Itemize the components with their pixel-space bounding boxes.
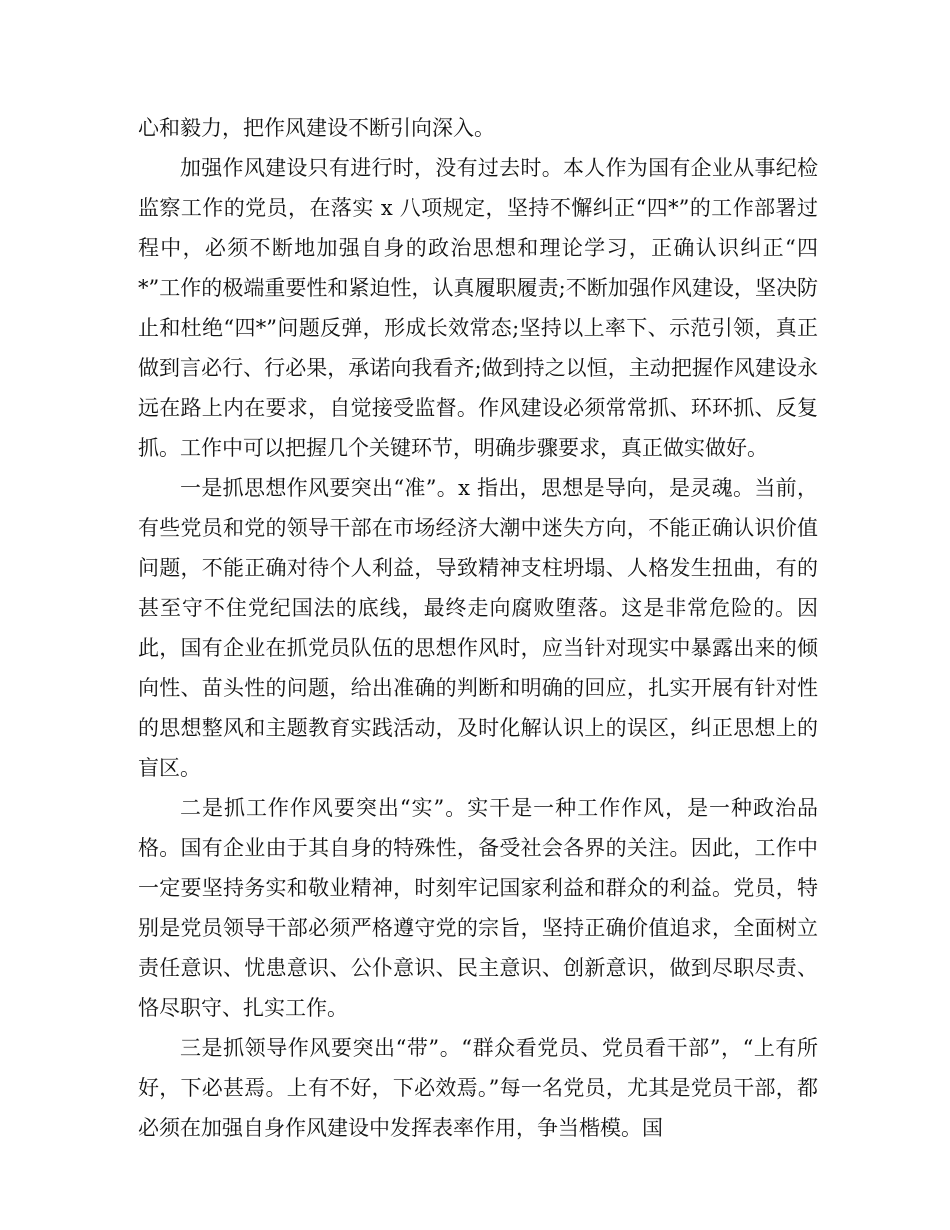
paragraph: 二是抓工作作风要突出“实”。实干是一种工作作风，是一种政治品格。国有企业由于其自身的特殊性，备受社会各界的关注。因此，工作中一定要坚持务实和敬业精神，时刻牢记国家利益和群众的利益。党员，特别是党员领导干部必须严格遵守党的宗旨，坚持正确价值追求，全面树立责任意识、忧患意识、公仆意识、民主意识、创新意识，做到尽职尽责、恪尽职守、扎实工作。: [138, 796, 818, 1020]
paragraph: 加强作风建设只有进行时，没有过去时。本人作为国有企业从事纪检监察工作的党员，在落实 x 八项规定，坚持不懈纠正“四*”的工作部署过程中，必须不断地加强自身的政治思想和理论学习，正确认识纠正“四*”工作的极端重要性和紧迫性，认真履职履责;不断加强作风建设，坚决防止和杜绝“四*”问题反弹，形成长效常态;坚持以上率下、示范引领，真正做到言必行、行必果，承诺向我看齐;做到持之以恒，主动把握作风建设永远在路上内在要求，自觉接受监督。作风建设必须常常抓、环环抓、反复抓。工作中可以把握几个关键环节，明确步骤要求，真正做实做好。: [138, 156, 818, 460]
paragraph: 三是抓领导作风要突出“带”。“群众看党员、党员看干部”，“上有所好，下必甚焉。上有不好，下必效焉。”每一名党员，尤其是党员干部，都必须在加强自身作风建设中发挥表率作用，争当楷模。国: [138, 1036, 818, 1140]
document-body: [138, 108, 818, 1148]
paragraph: 一是抓思想作风要突出“准”。x 指出，思想是导向，是灵魂。当前，有些党员和党的领导干部在市场经济大潮中迷失方向，不能正确认识价值问题，不能正确对待个人利益，导致精神支柱坍塌、人格发生扭曲，有的甚至守不住党纪国法的底线，最终走向腐败堕落。这是非常危险的。因此，国有企业在抓党员队伍的思想作风时，应当针对现实中暴露出来的倾向性、苗头性的问题，给出准确的判断和明确的回应，扎实开展有针对性的思想整风和主题教育实践活动，及时化解认识上的误区，纠正思想上的盲区。: [138, 476, 818, 780]
paragraph: 心和毅力，把作风建设不断引向深入。: [138, 116, 495, 140]
